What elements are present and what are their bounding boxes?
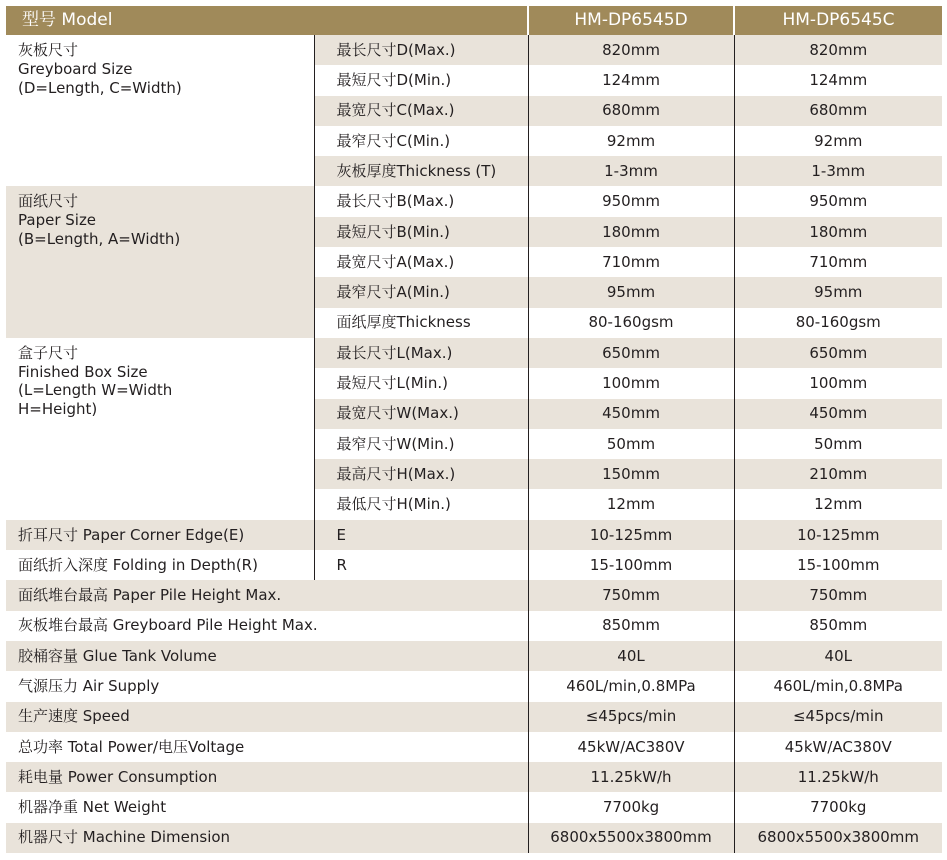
table-row (6, 762, 942, 792)
spec-value-d: 80-160gsm (588, 313, 674, 332)
spec-label: 机器净重 Net Weight (18, 798, 167, 817)
table-row (6, 550, 942, 580)
table-row (6, 611, 942, 641)
spec-value-d: 450mm (528, 399, 734, 429)
spec-label: 总功率 Total Power/电压Voltage (18, 737, 245, 756)
spec-value-c: 15-100mm (734, 550, 942, 580)
spec-value-c: 95mm (734, 277, 942, 307)
group-title-line: (D=Length, C=Width) (18, 78, 182, 97)
spec-value-d: 11.25kW/h (528, 762, 734, 792)
spec-label: 生产速度 Speed (6, 702, 528, 732)
spec-label: 灰板厚度Thickness (T) (314, 156, 528, 186)
spec-label: 耗电量 Power Consumption (6, 762, 528, 792)
spec-value-d: 40L (528, 641, 734, 671)
spec-label: 最长尺寸B(Max.) (314, 186, 528, 216)
spec-label: 最窄尺寸A(Min.) (314, 277, 528, 307)
table-row (6, 823, 942, 853)
spec-value-d: 650mm (528, 338, 734, 368)
spec-value-c: 92mm (734, 126, 942, 156)
group-label (6, 186, 314, 337)
spec-value-d: 150mm (528, 459, 734, 489)
spec-label: 最短尺寸B(Min.) (314, 217, 528, 247)
spec-value-d: 180mm (528, 217, 734, 247)
spec-value-d: 45kW/AC380V (528, 732, 734, 762)
spec-value-d: 10-125mm (528, 520, 734, 550)
spec-label: 胶桶容量 Glue Tank Volume (6, 641, 528, 671)
spec-label: 最长尺寸D(Max.) (314, 35, 528, 65)
spec-value-c: 710mm (734, 247, 942, 277)
spec-value-d: 750mm (528, 580, 734, 610)
spec-value-c: 80-160gsm (734, 308, 942, 338)
group-title-line: H=Height) (18, 400, 98, 419)
spec-value-c: 1-3mm (734, 156, 942, 186)
group-label (6, 338, 314, 520)
header-model-label: 型号 Model (6, 6, 528, 35)
spec-label: 灰板堆台最高 Greyboard Pile Height Max. (18, 616, 318, 635)
spec-label: 面纸厚度Thickness (314, 308, 528, 338)
table-row (6, 641, 942, 671)
header-model-d: HM-DP6545D (528, 6, 734, 35)
spec-value-c: 950mm (734, 186, 942, 216)
spec-value-c: 7700kg (734, 792, 942, 822)
group-title-line: 面纸尺寸 (18, 192, 79, 211)
spec-value-d: ≤45pcs/min (528, 702, 734, 732)
spec-value-d: 12mm (606, 495, 656, 514)
spec-label: 最宽尺寸W(Max.) (314, 399, 528, 429)
spec-value-d: 95mm (528, 277, 734, 307)
spec-value-c: 650mm (734, 338, 942, 368)
spec-value-c: ≤45pcs/min (734, 702, 942, 732)
spec-label: 面纸堆台最高 Paper Pile Height Max. (6, 580, 528, 610)
table-row (6, 580, 942, 610)
spec-value-c: 45kW/AC380V (734, 732, 942, 762)
spec-value-d: 710mm (602, 252, 660, 271)
spec-value-d: 820mm (528, 35, 734, 65)
table-row (6, 792, 942, 822)
spec-label: 机器尺寸 Machine Dimension (6, 823, 528, 853)
spec-value-c: 680mm (734, 96, 942, 126)
group-title-line: 盒子尺寸 (18, 343, 79, 362)
spec-label: 最窄尺寸C(Min.) (314, 126, 528, 156)
spec-value-d: 1-3mm (528, 156, 734, 186)
spec-label: 面纸折入深度 Folding in Depth(R) (6, 550, 314, 580)
table-row (6, 702, 942, 732)
spec-value-c: 6800x5500x3800mm (734, 823, 942, 853)
spec-value-d: 7700kg (528, 792, 734, 822)
spec-value-d: 100mm (602, 374, 660, 393)
spec-label: 最高尺寸H(Max.) (314, 459, 528, 489)
table-row (6, 732, 942, 762)
group-title-line: Paper Size (18, 211, 97, 230)
spec-value-d: 124mm (602, 71, 660, 90)
spec-sub-label: E (314, 520, 528, 550)
spec-value-c: 460L/min,0.8MPa (734, 671, 942, 701)
spec-table (6, 6, 942, 853)
spec-value-d: 15-100mm (589, 555, 673, 574)
spec-label: 最长尺寸L(Max.) (314, 338, 528, 368)
spec-value-c: 450mm (734, 399, 942, 429)
spec-label: 最窄尺寸W(Min.) (314, 429, 528, 459)
spec-value-c: 100mm (734, 368, 942, 398)
group-title-line: 灰板尺寸 (18, 41, 79, 59)
table-row (6, 35, 942, 65)
spec-label: 最短尺寸D(Min.) (314, 65, 528, 95)
header-row (6, 6, 942, 35)
spec-value-d: 680mm (528, 96, 734, 126)
table-row (6, 186, 942, 216)
spec-value-d: 850mm (528, 611, 734, 641)
spec-label: 气源压力 Air Supply (18, 677, 160, 695)
spec-label: 最短尺寸L(Min.) (314, 368, 528, 398)
group-title-line: (B=Length, A=Width) (18, 229, 181, 248)
spec-value-d: 950mm (602, 192, 660, 211)
group-title-line: Greyboard Size (18, 59, 133, 78)
group-label (6, 35, 314, 186)
group-title-line: Finished Box Size (18, 362, 148, 381)
spec-value-c: 40L (734, 641, 942, 671)
spec-value-c: 750mm (734, 580, 942, 610)
table-row (6, 520, 942, 550)
spec-body (6, 35, 942, 853)
spec-value-c: 850mm (734, 611, 942, 641)
spec-value-c: 124mm (734, 65, 942, 95)
table-row (6, 671, 942, 701)
spec-label: 最宽尺寸A(Max.) (314, 247, 528, 277)
spec-value-c: 10-125mm (734, 520, 942, 550)
spec-value-c: 11.25kW/h (734, 762, 942, 792)
spec-value-d: 6800x5500x3800mm (528, 823, 734, 853)
spec-value-d: 460L/min,0.8MPa (528, 671, 734, 701)
spec-value-c: 50mm (734, 429, 942, 459)
spec-value-c: 820mm (734, 35, 942, 65)
spec-label: 折耳尺寸 Paper Corner Edge(E) (6, 520, 314, 550)
spec-label: 最宽尺寸C(Max.) (314, 96, 528, 126)
spec-value-d: 50mm (606, 434, 656, 453)
header-model-c: HM-DP6545C (734, 6, 942, 35)
spec-value-d: 92mm (606, 131, 656, 150)
spec-value-c: 210mm (734, 459, 942, 489)
spec-value-c: 180mm (734, 217, 942, 247)
table-row (6, 338, 942, 368)
spec-sub-label: R (314, 550, 528, 580)
group-title-line: (L=Length W=Width (18, 381, 173, 400)
spec-label: 最低尺寸H(Min.) (314, 489, 528, 519)
spec-value-c: 12mm (734, 489, 942, 519)
